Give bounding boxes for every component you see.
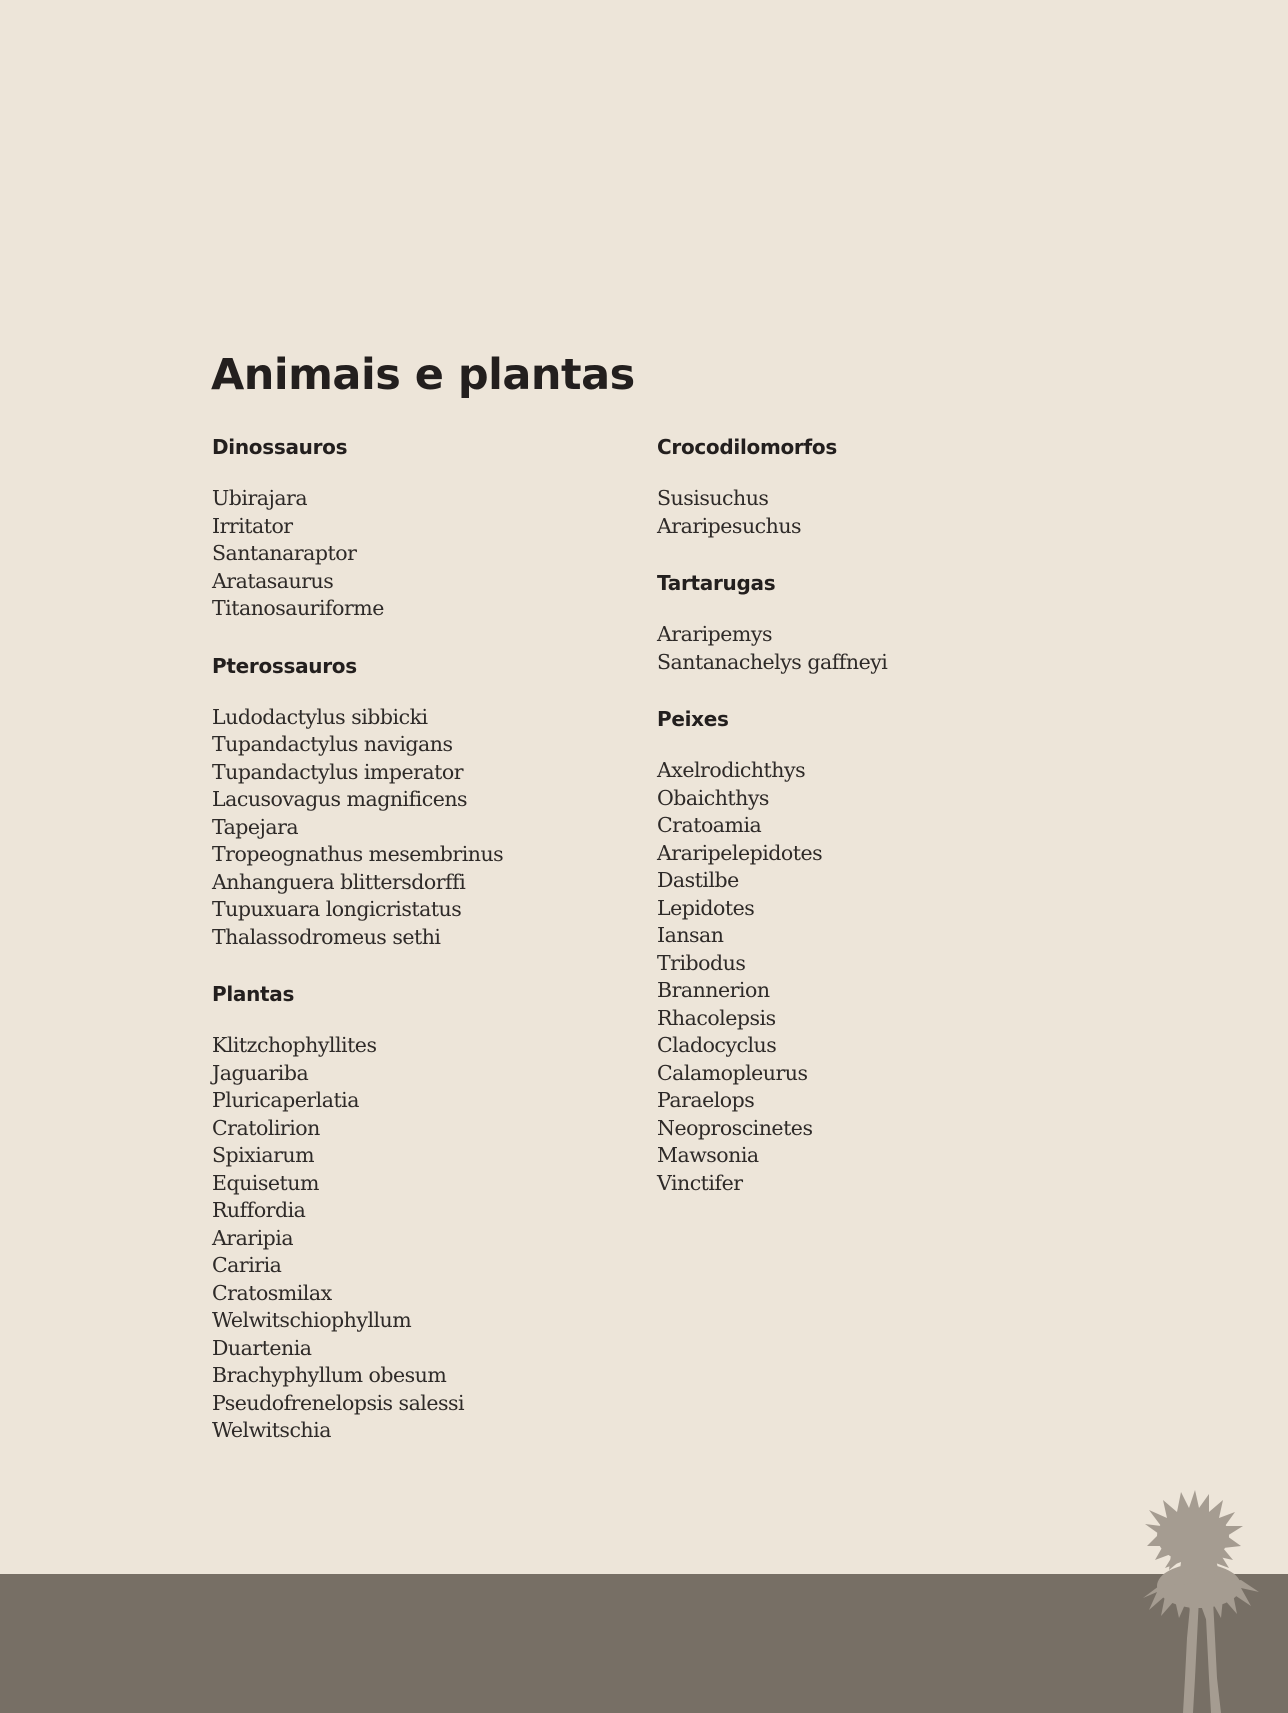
species-item: Tribodus	[657, 950, 746, 975]
species-item: Obaichthys	[657, 785, 769, 810]
section-tartarugas	[657, 568, 887, 676]
section-heading: Peixes	[657, 707, 729, 731]
species-item: Santanachelys gaffneyi	[657, 649, 888, 674]
species-item: Brannerion	[657, 978, 770, 1002]
species-item: Araripemys	[657, 622, 772, 646]
species-item: Ludodactylus sibbicki	[212, 704, 428, 729]
palm-tree-icon	[1135, 1488, 1265, 1713]
section-plantas	[212, 979, 503, 1445]
species-item: Ruffordia	[212, 1198, 306, 1222]
species-item: Anhanguera blittersdorffi	[212, 869, 466, 894]
species-list	[657, 485, 887, 540]
species-item: Iansan	[657, 923, 724, 947]
species-item: Duartenia	[212, 1335, 312, 1360]
species-item: Tupandactylus imperator	[212, 759, 464, 784]
species-item: Lepidotes	[657, 895, 755, 920]
species-item: Lacusovagus magnificens	[212, 787, 468, 811]
species-item: Susisuchus	[657, 486, 769, 510]
species-item: Brachyphyllum obesum	[212, 1363, 447, 1387]
species-item: Irritator	[212, 513, 293, 538]
species-item: Thalassodromeus sethi	[212, 924, 441, 949]
species-list	[657, 621, 887, 676]
species-item: Paraelops	[657, 1088, 755, 1112]
species-item: Spixiarum	[212, 1143, 315, 1167]
species-list	[212, 704, 503, 952]
section-pterossauros	[212, 651, 503, 952]
species-item: Klitzchophyllites	[212, 1033, 377, 1057]
species-item: Tropeognathus mesembrinus	[212, 842, 504, 866]
species-item: Welwitschia	[212, 1418, 331, 1442]
section-heading: Pterossauros	[212, 653, 357, 678]
species-item: Cratosmilax	[212, 1280, 332, 1305]
species-item: Araripia	[212, 1225, 294, 1250]
section-heading: Dinossauros	[212, 435, 348, 459]
species-item: Dastilbe	[657, 868, 739, 892]
species-item: Rhacolepsis	[657, 1005, 776, 1030]
species-item: Cladocyclus	[657, 1033, 777, 1057]
section-heading: Tartarugas	[657, 571, 776, 595]
species-item: Equisetum	[212, 1170, 319, 1195]
species-list	[212, 485, 503, 623]
species-item: Cariria	[212, 1253, 282, 1277]
right-column	[657, 432, 887, 1225]
species-item: Mawsonia	[657, 1143, 759, 1167]
section-heading: Crocodilomorfos	[657, 435, 837, 459]
species-item: Calamopleurus	[657, 1060, 808, 1085]
species-list	[212, 1032, 503, 1445]
left-column	[212, 432, 503, 1473]
species-item: Jaguariba	[212, 1060, 309, 1085]
species-item: Santanaraptor	[212, 541, 357, 565]
section-dinossauros	[212, 432, 503, 623]
species-item: Vinctifer	[657, 1170, 743, 1195]
species-item: Tupandactylus navigans	[212, 732, 453, 756]
section-heading: Plantas	[212, 982, 295, 1006]
species-item: Cratolirion	[212, 1115, 320, 1140]
species-list	[657, 757, 887, 1197]
section-peixes	[657, 704, 887, 1197]
species-item: Cratoamia	[657, 813, 762, 837]
page-title: Animais e plantas	[211, 350, 635, 400]
species-item: Pseudofrenelopsis salessi	[212, 1390, 465, 1415]
species-item: Tapejara	[212, 814, 299, 839]
species-item: Pluricaperlatia	[212, 1088, 359, 1112]
species-item: Axelrodichthys	[657, 758, 806, 782]
species-item: Tupuxuara longicristatus	[212, 897, 462, 921]
species-item: Araripesuchus	[657, 513, 802, 538]
species-item: Titanosauriforme	[212, 596, 384, 620]
species-item: Aratasaurus	[212, 568, 334, 593]
section-crocodilomorfos	[657, 432, 887, 540]
footer-band	[0, 1574, 1288, 1713]
species-item: Welwitschiophyllum	[212, 1308, 412, 1332]
species-item: Araripelepidotes	[657, 840, 823, 865]
species-item: Ubirajara	[212, 486, 308, 510]
species-item: Neoproscinetes	[657, 1115, 813, 1140]
